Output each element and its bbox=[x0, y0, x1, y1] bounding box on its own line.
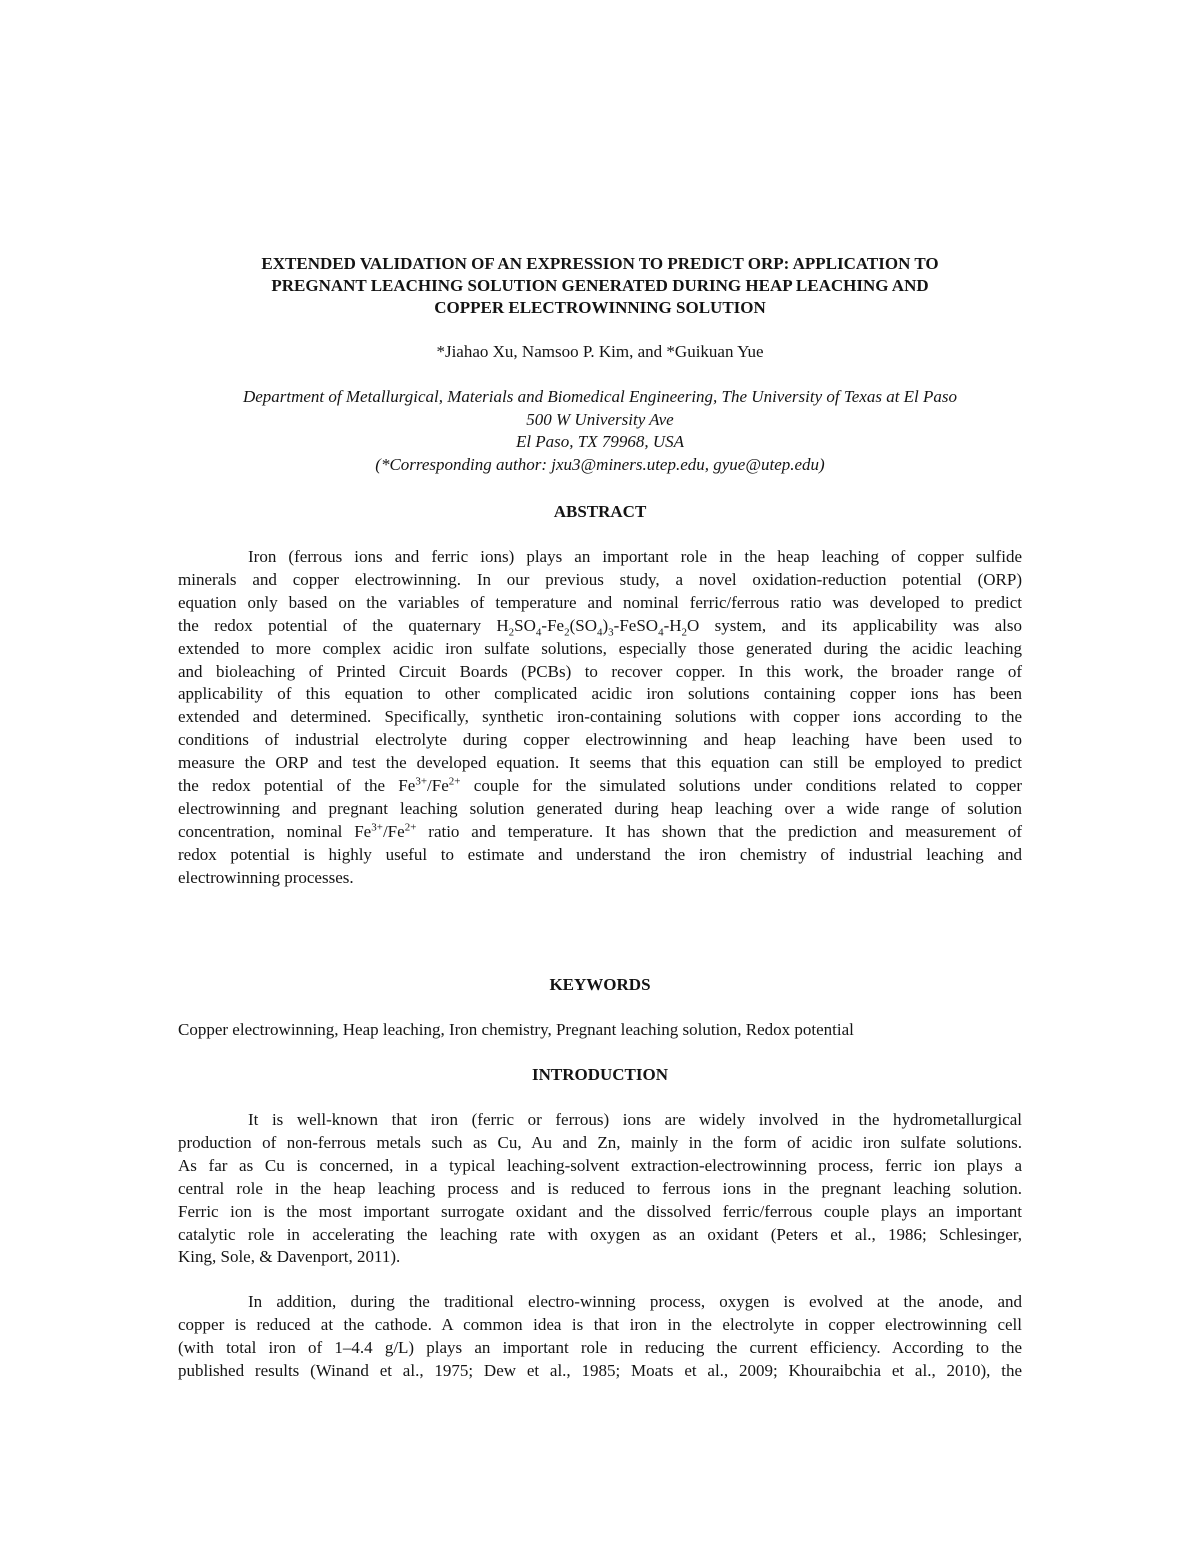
affiliation-line: (*Corresponding author: jxu3@miners.utep.edu, gyue@utep.edu) bbox=[375, 454, 825, 474]
text-line: Iron (ferrous ions and ferric ions) plays an important role in the heap leaching of copper sulfide bbox=[248, 547, 1022, 566]
affiliation-line: Department of Metallurgical, Materials and Biomedical Engineering, The University of Texas at El Paso bbox=[242, 387, 958, 406]
abstract-heading: ABSTRACT bbox=[553, 502, 647, 521]
text-line: published results (Winand et al., 1975; Dew et al., 1985; Moats et al., 2009; Khouraibchia et al., 2010), the bbox=[178, 1360, 1022, 1380]
text-line: redox potential is highly useful to estimate and understand the iron chemistry of industrial leaching and bbox=[178, 844, 1022, 864]
paper-title bbox=[178, 253, 1022, 319]
keywords-text: Copper electrowinning, Heap leaching, Iron chemistry, Pregnant leaching solution, Redox potential bbox=[178, 1020, 854, 1039]
title-line: EXTENDED VALIDATION OF AN EXPRESSION TO PREDICT ORP: APPLICATION TO bbox=[261, 254, 939, 273]
text-line: conditions of industrial electrolyte during copper electrowinning and heap leaching have been used to bbox=[178, 730, 1022, 750]
text-line: It is well-known that iron (ferric or ferrous) ions are widely involved in the hydrometallurgical bbox=[248, 1110, 1022, 1129]
intro-paragraph-1 bbox=[178, 1109, 1022, 1269]
introduction-heading: INTRODUCTION bbox=[531, 1065, 669, 1084]
text-line: extended and determined. Specifically, synthetic iron-containing solutions with copper ions according to the bbox=[178, 707, 1022, 727]
affiliation-line: El Paso, TX 79968, USA bbox=[515, 432, 685, 451]
text-line: electrowinning and pregnant leaching solution generated during heap leaching over a wide range of solution bbox=[178, 798, 1022, 818]
text-line: As far as Cu is concerned, in a typical leaching-solvent extraction-electrowinning process, ferric ion plays a bbox=[178, 1155, 1022, 1175]
title-line: PREGNANT LEACHING SOLUTION GENERATED DURING HEAP LEACHING AND bbox=[271, 276, 929, 295]
text-line: central role in the heap leaching process and is reduced to ferrous ions in the pregnant leaching solution. bbox=[178, 1178, 1022, 1198]
text-line: copper is reduced at the cathode. A common idea is that iron in the electrolyte in copper electrowinning cell bbox=[178, 1314, 1022, 1334]
text-line: the redox potential of the quaternary $H_2SO_4-Fe_2(SO_4)_3-FeSO_4-H_2O$ system, and its applicability was also bbox=[178, 615, 1022, 639]
text-line: minerals and copper electrowinning. In our previous study, a novel oxidation-reduction potential (ORP) bbox=[178, 569, 1022, 589]
affiliation bbox=[178, 386, 1022, 476]
text-line: the redox potential of the $Fe^{3+}/Fe^{2+}$ couple for the simulated solutions under conditions related to copper bbox=[178, 775, 1022, 796]
keywords-heading: KEYWORDS bbox=[549, 975, 651, 994]
abstract-paragraph bbox=[178, 546, 1022, 890]
text-line: Ferric ion is the most important surrogate oxidant and the dissolved ferric/ferrous couple plays an important bbox=[178, 1201, 1022, 1221]
text-line: extended to more complex acidic iron sulfate solutions, especially those generated during the acidic leaching bbox=[178, 638, 1022, 658]
author-list: *Jiahao Xu, Namsoo P. Kim, and *Guikuan Yue bbox=[436, 342, 764, 361]
text-line: measure the ORP and test the developed equation. It seems that this equation can still be employed to predict bbox=[178, 753, 1022, 773]
title-line: COPPER ELECTROWINNING SOLUTION bbox=[434, 298, 766, 317]
text-line: applicability of this equation to other complicated acidic iron solutions containing copper ions has been bbox=[178, 684, 1022, 704]
text-line: electrowinning processes. bbox=[178, 867, 354, 887]
text-line: concentration, nominal $Fe^{3+}/Fe^{2+}$ ratio and temperature. It has shown that the prediction and measurement of bbox=[178, 821, 1022, 841]
text-line: and bioleaching of Printed Circuit Boards (PCBs) to recover copper. In this work, the broader range of bbox=[178, 661, 1022, 681]
text-line: (with total iron of 1–4.4 g/L) plays an important role in reducing the current efficiency. According to the bbox=[178, 1337, 1022, 1357]
text-line: equation only based on the variables of temperature and nominal ferric/ferrous ratio was developed to predict bbox=[178, 592, 1022, 612]
text-line: production of non-ferrous metals such as Cu, Au and Zn, mainly in the form of acidic iron sulfate solutions. bbox=[178, 1132, 1022, 1152]
intro-paragraph-2 bbox=[178, 1291, 1022, 1383]
affiliation-line: 500 W University Ave bbox=[526, 409, 674, 429]
text-line: In addition, during the traditional electro-winning process, oxygen is evolved at the anode, and bbox=[248, 1292, 1022, 1311]
text-line: catalytic role in accelerating the leaching rate with oxygen as an oxidant (Peters et al., 1986; Schlesinger, bbox=[178, 1224, 1022, 1244]
text-line: King, Sole, & Davenport, 2011). bbox=[178, 1247, 401, 1267]
